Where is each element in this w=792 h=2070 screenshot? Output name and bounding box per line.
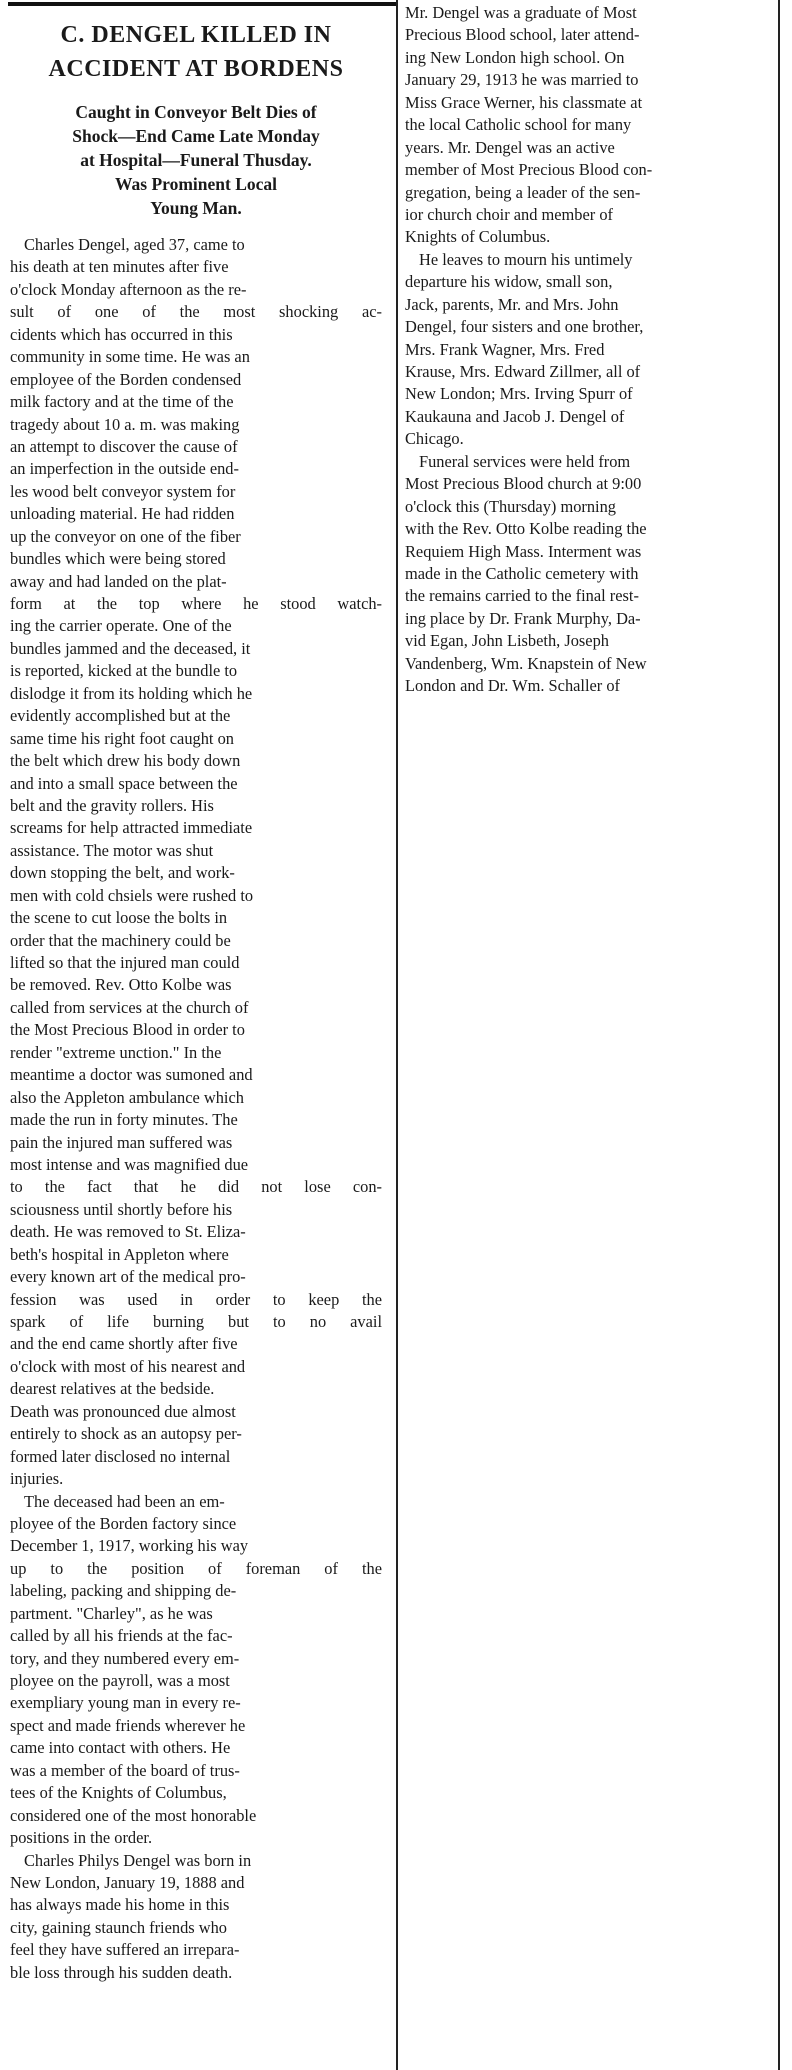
- text-line: was a member of the board of trus-: [10, 1760, 240, 1780]
- text-line: January 29, 1913 he was married to: [405, 70, 639, 90]
- text-line: bundles which were being stored: [10, 549, 226, 569]
- text-line: Dengel, four sisters and one brother,: [405, 317, 644, 337]
- text-line: employee of the Borden condensed: [10, 369, 242, 389]
- right-border: [778, 0, 780, 2070]
- text-line: London and Dr. Wm. Schaller of: [405, 676, 621, 696]
- text-line: and the end came shortly after five: [10, 1334, 238, 1354]
- text-line: Kaukauna and Jacob J. Dengel of: [405, 406, 625, 426]
- text-line: an imperfection in the outside end-: [10, 459, 239, 479]
- text-line: Knights of Columbus.: [405, 227, 551, 247]
- text-line: labeling, packing and shipping de-: [10, 1581, 237, 1601]
- text-line: an attempt to discover the cause of: [10, 436, 238, 456]
- text-line: same time his right foot caught on: [10, 728, 234, 748]
- text-line: o'clock this (Thursday) morning: [405, 496, 616, 516]
- text-line: unloading material. He had ridden: [10, 504, 235, 524]
- text-line: ing place by Dr. Frank Murphy, Da-: [405, 608, 641, 628]
- article-body-left: [10, 234, 382, 1984]
- text-line: death. He was removed to St. Eliza-: [10, 1222, 246, 1242]
- text-line: Miss Grace Werner, his classmate at: [405, 92, 643, 112]
- text-line: considered one of the most honorable: [10, 1805, 257, 1825]
- text-line: community in some time. He was an: [10, 347, 250, 367]
- subhead-line: Caught in Conveyor Belt Dies of: [75, 102, 317, 122]
- text-line: the Most Precious Blood in order to: [10, 1020, 245, 1040]
- text-line: ing the carrier operate. One of the: [10, 616, 232, 636]
- text-line: December 1, 1917, working his way: [10, 1536, 249, 1556]
- text-line: feel they have suffered an irrepara-: [10, 1940, 240, 1960]
- right-column: [405, 2, 771, 698]
- text-line: the scene to cut loose the bolts in: [10, 908, 228, 928]
- text-line: Vandenberg, Wm. Knapstein of New: [405, 653, 647, 673]
- text-line: to the fact that he did not lose con-: [10, 1177, 382, 1197]
- text-line: New London; Mrs. Irving Spurr of: [405, 384, 633, 404]
- text-line: spect and made friends wherever he: [10, 1715, 246, 1735]
- text-line: He leaves to mourn his untimely: [419, 249, 633, 269]
- headline-line: C. DENGEL KILLED IN: [60, 22, 332, 48]
- left-column: [10, 18, 382, 1984]
- column-divider: [396, 0, 398, 2070]
- text-line: men with cold chsiels were rushed to: [10, 885, 254, 905]
- text-line: years. Mr. Dengel was an active: [405, 137, 615, 157]
- text-line: departure his widow, small son,: [405, 272, 613, 292]
- text-line: dislodge it from its holding which he: [10, 683, 253, 703]
- text-line: tragedy about 10 a. m. was making: [10, 414, 240, 434]
- subhead-line: Shock—End Came Late Monday: [72, 126, 320, 146]
- text-line: meantime a doctor was sumoned and: [10, 1065, 253, 1085]
- text-line: bundles jammed and the deceased, it: [10, 638, 251, 658]
- text-line: member of Most Precious Blood con-: [405, 160, 653, 180]
- text-line: ior church choir and member of: [405, 204, 613, 224]
- text-line: also the Appleton ambulance which: [10, 1087, 244, 1107]
- text-line: fession was used in order to keep the: [10, 1289, 382, 1309]
- text-line: screams for help attracted immediate: [10, 818, 253, 838]
- text-line: formed later disclosed no internal: [10, 1446, 231, 1466]
- text-line: most intense and was magnified due: [10, 1154, 249, 1174]
- text-line: Precious Blood school, later attend-: [405, 25, 640, 45]
- text-line: made in the Catholic cemetery with: [405, 563, 639, 583]
- text-line: Krause, Mrs. Edward Zillmer, all of: [405, 362, 641, 381]
- text-line: Charles Philys Dengel was born in: [24, 1850, 252, 1870]
- text-line: the remains carried to the final rest-: [405, 586, 639, 606]
- text-line: sult of one of the most shocking ac-: [10, 302, 382, 322]
- text-line: injuries.: [10, 1469, 64, 1489]
- text-line: his death at ten minutes after five: [10, 257, 229, 277]
- text-line: spark of life burning but to no avail: [10, 1312, 382, 1331]
- text-line: partment. "Charley", as he was: [10, 1603, 213, 1623]
- text-line: positions in the order.: [10, 1828, 153, 1848]
- text-line: is reported, kicked at the bundle to: [10, 661, 238, 681]
- text-line: pain the injured man suffered was: [10, 1132, 233, 1152]
- text-line: ble loss through his sudden death.: [10, 1962, 233, 1982]
- text-line: ployee of the Borden factory since: [10, 1513, 237, 1533]
- text-line: Requiem High Mass. Interment was: [405, 541, 642, 561]
- text-line: up the conveyor on one of the fiber: [10, 526, 241, 546]
- text-line: belt and the gravity rollers. His: [10, 795, 214, 815]
- text-line: ployee on the payroll, was a most: [10, 1671, 230, 1690]
- text-line: evidently accomplished but at the: [10, 706, 231, 726]
- text-line: came into contact with others. He: [10, 1738, 231, 1758]
- text-line: Mrs. Frank Wagner, Mrs. Fred: [405, 339, 605, 359]
- text-line: o'clock with most of his nearest and: [10, 1356, 246, 1376]
- text-line: Jack, parents, Mr. and Mrs. John: [405, 294, 619, 314]
- text-line: the belt which drew his body down: [10, 751, 241, 771]
- text-line: ing New London high school. On: [405, 47, 625, 67]
- text-line: Funeral services were held from: [419, 451, 631, 471]
- text-line: sciousness until shortly before his: [10, 1199, 233, 1219]
- text-line: milk factory and at the time of the: [10, 392, 234, 412]
- text-line: down stopping the belt, and work-: [10, 863, 235, 883]
- text-line: render "extreme unction." In the: [10, 1042, 222, 1062]
- text-line: Death was pronounced due almost: [10, 1401, 236, 1421]
- text-line: tory, and they numbered every em-: [10, 1648, 240, 1668]
- text-line: vid Egan, John Lisbeth, Joseph: [405, 631, 609, 651]
- text-line: beth's hospital in Appleton where: [10, 1244, 229, 1264]
- text-line: cidents which has occurred in this: [10, 324, 233, 344]
- subhead-line: at Hospital—Funeral Thusday.: [80, 150, 312, 170]
- headline: [10, 18, 382, 86]
- text-line: city, gaining staunch friends who: [10, 1917, 227, 1937]
- text-line: the local Catholic school for many: [405, 115, 632, 135]
- text-line: Most Precious Blood church at 9:00: [405, 474, 642, 494]
- text-line: has always made his home in this: [10, 1895, 230, 1915]
- text-line: o'clock Monday afternoon as the re-: [10, 279, 247, 299]
- text-line: every known art of the medical pro-: [10, 1267, 246, 1287]
- text-line: les wood belt conveyor system for: [10, 481, 236, 501]
- text-line: entirely to shock as an autopsy per-: [10, 1424, 242, 1444]
- text-line: called from services at the church of: [10, 997, 249, 1017]
- text-line: Mr. Dengel was a graduate of Most: [405, 3, 637, 22]
- text-line: order that the machinery could be: [10, 930, 231, 950]
- text-line: assistance. The motor was shut: [10, 840, 214, 860]
- text-line: lifted so that the injured man could: [10, 953, 240, 972]
- text-line: and into a small space between the: [10, 773, 238, 793]
- text-line: be removed. Rev. Otto Kolbe was: [10, 975, 232, 995]
- top-rule: [8, 2, 398, 6]
- text-line: The deceased had been an em-: [24, 1491, 225, 1511]
- text-line: New London, January 19, 1888 and: [10, 1872, 245, 1892]
- text-line: away and had landed on the plat-: [10, 571, 227, 591]
- text-line: Charles Dengel, aged 37, came to: [24, 235, 245, 254]
- headline-line: ACCIDENT AT BORDENS: [48, 56, 344, 82]
- text-line: exempliary young man in every re-: [10, 1693, 241, 1713]
- text-line: form at the top where he stood watch-: [10, 594, 382, 613]
- text-line: up to the position of foreman of the: [10, 1558, 382, 1578]
- text-line: with the Rev. Otto Kolbe reading the: [405, 519, 647, 539]
- text-line: tees of the Knights of Columbus,: [10, 1783, 227, 1803]
- article-body-right: [405, 2, 771, 698]
- text-line: gregation, being a leader of the sen-: [405, 182, 641, 202]
- subhead-line: Young Man.: [150, 198, 242, 218]
- subheadline: [10, 100, 382, 220]
- subhead-line: Was Prominent Local: [114, 174, 278, 194]
- text-line: dearest relatives at the bedside.: [10, 1379, 215, 1399]
- text-line: made the run in forty minutes. The: [10, 1110, 238, 1130]
- text-line: Chicago.: [405, 429, 464, 449]
- text-line: called by all his friends at the fac-: [10, 1626, 233, 1646]
